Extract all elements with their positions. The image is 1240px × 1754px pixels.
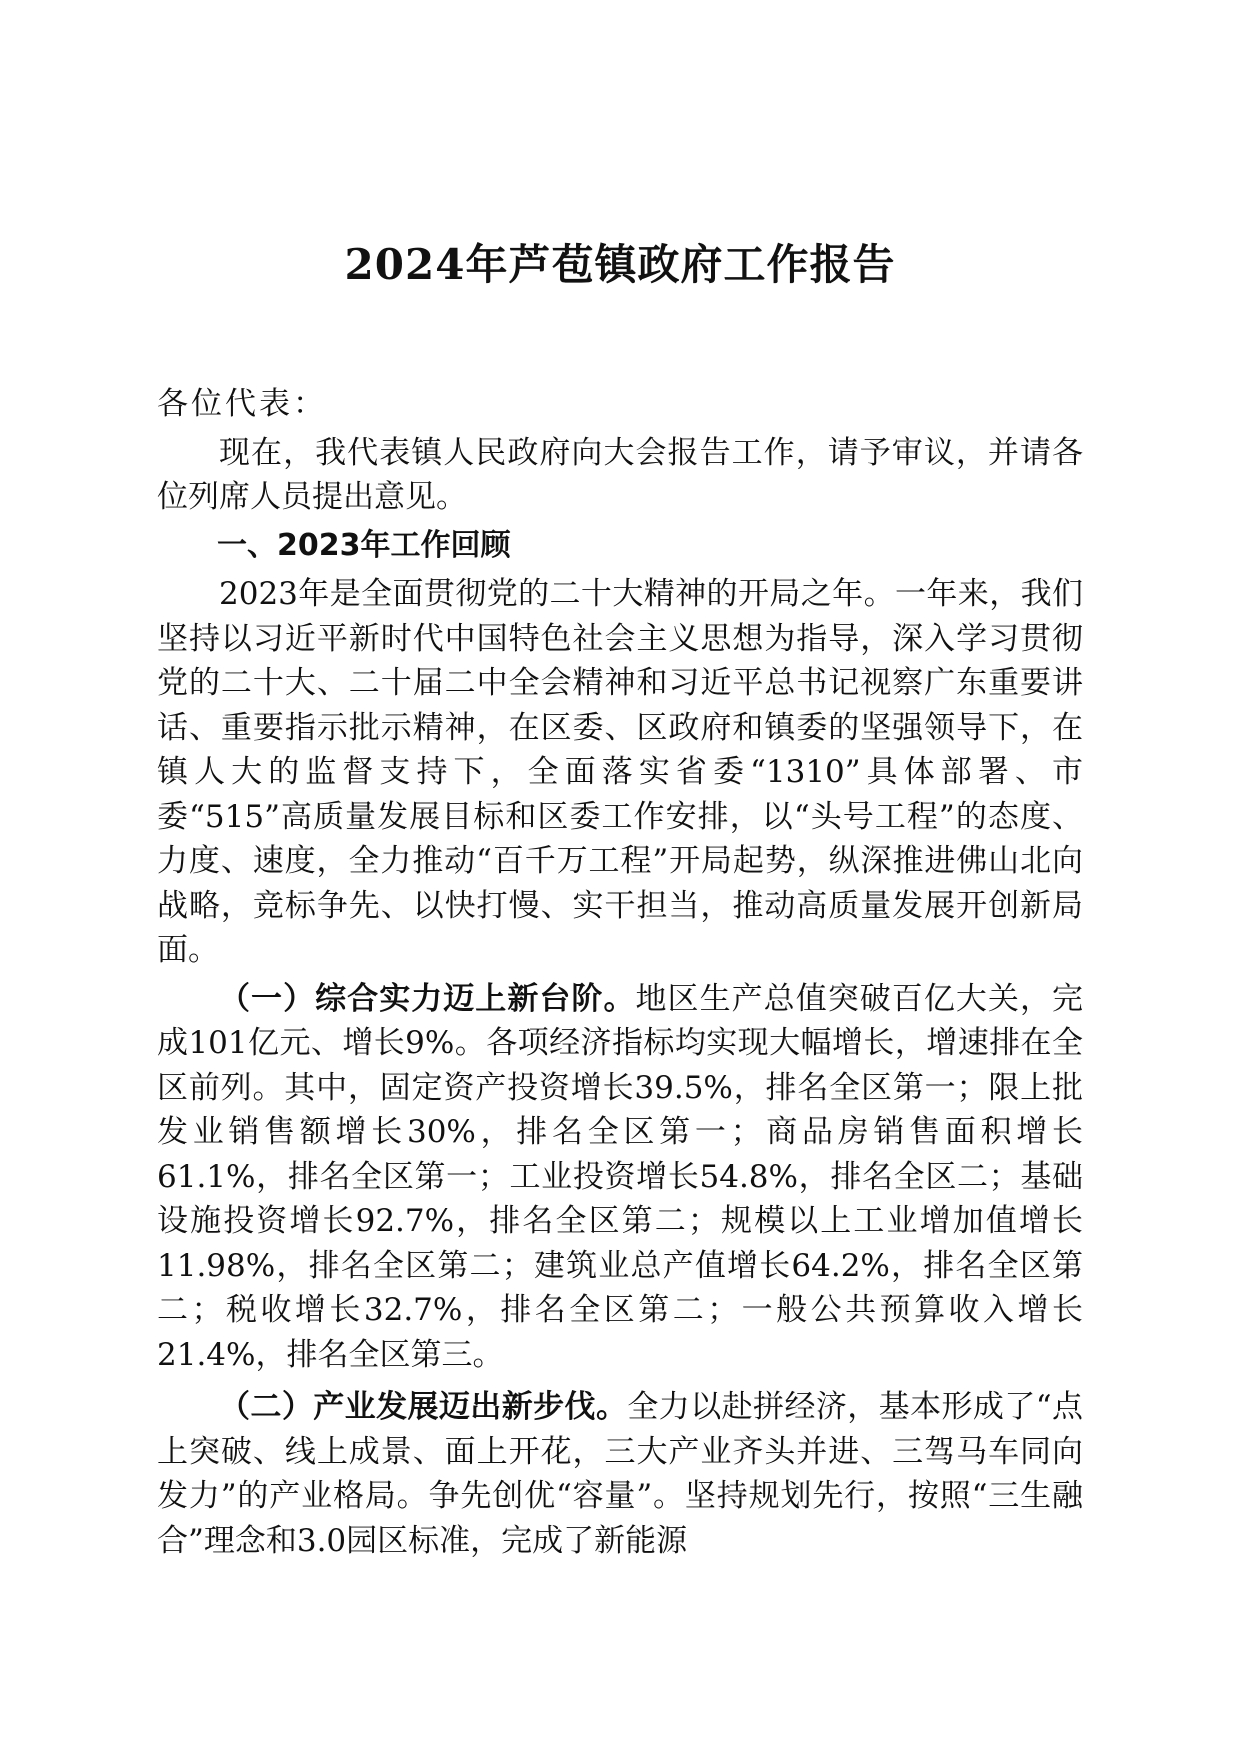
document-title: 2024年芦苞镇政府工作报告 (344, 240, 896, 289)
section-heading-review: 一、2023年工作回顾 (217, 527, 511, 563)
item-one-paragraph (157, 977, 1083, 1378)
item-two-heading: （二）产业发展迈出新步伐。 (219, 1389, 628, 1425)
item-one-heading: （一）综合实力迈上新台阶。 (219, 980, 636, 1017)
item-one-text: 地区生产总值突破百亿大关，完成101亿元、增长9%。各项经济指标均实现大幅增长，增速排在全区前列。其中，固定资产投资增长39.5%，排名全区第一；限上批发业销售额增长30%，排名全区第一；商品房销售面积增长61.1%，排名全区第一；工业投资增长54.8%，排名全区二；基础设施投资增长92.7%，排名全区第二；规模以上工业增加值增长11.98%，排名全区第二；建筑业总产值增长64.2%，排名全区第二；税收增长32.7%，排名全区第二；一般公共预算收入增长21.4%，排名全区第三。 (157, 980, 1083, 1373)
item-two-text: 全力以赴拼经济，基本形成了“点上突破、线上成景、面上开花，三大产业齐头并进、三驾马车同向发力”的产业格局。争先创优“容量”。坚持规划先行，按照“三生融合”理念和3.0园区标准，完成了新能源 (157, 1389, 1083, 1559)
salutation: 各位代表： (157, 386, 327, 422)
opening-paragraph: 现在，我代表镇人民政府向大会报告工作，请予审议，并请各位列席人员提出意见。 (157, 434, 1083, 515)
item-two-paragraph (157, 1385, 1083, 1563)
document-body (157, 382, 1083, 1563)
review-intro-paragraph: 2023年是全面贯彻党的二十大精神的开局之年。一年来，我们坚持以习近平新时代中国特色社会主义思想为指导，深入学习贯彻党的二十大、二十届二中全会精神和习近平总书记视察广东重要讲话、重要指示批示精神，在区委、区政府和镇委的坚强领导下，在镇人大的监督支持下，全面落实省委“1310”具体部署、市委“515”高质量发展目标和区委工作安排，以“头号工程”的态度、力度、速度，全力推动“百千万工程”开局起势，纵深推进佛山北向战略，竞标争先、以快打慢、实干担当，推动高质量发展开创新局面。 (157, 576, 1083, 968)
